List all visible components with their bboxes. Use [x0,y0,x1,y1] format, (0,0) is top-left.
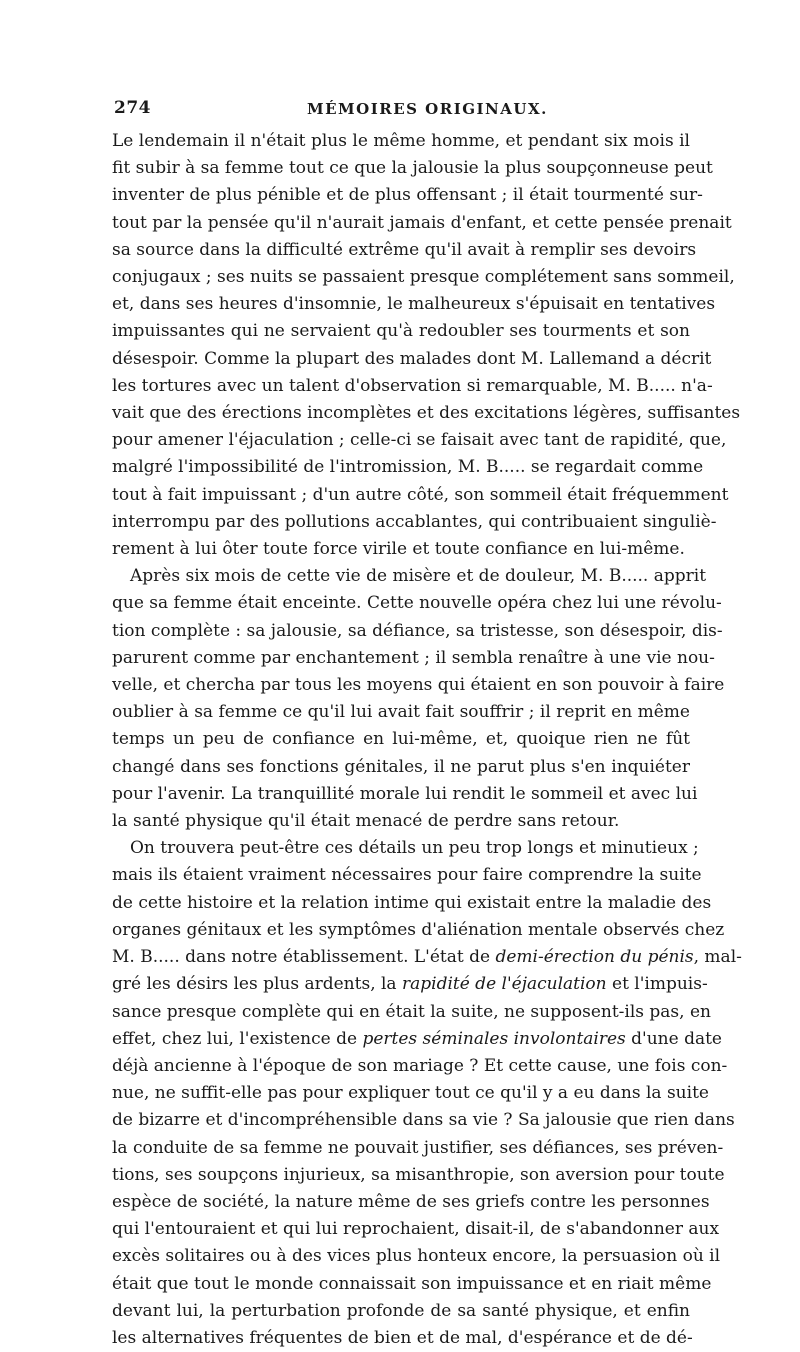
text-line: interrompu par des pollutions accablantes, qui contribuaient singuliè- [112,511,717,532]
text-line: parurent comme par enchantement ; il sembla renaître à une vie nou- [112,647,715,668]
text-line: conjugaux ; ses nuits se passaient presque complétement sans sommeil, [112,267,735,288]
text-line: sa source dans la difficulté extrême qu'il avait à remplir ses devoirs [112,239,697,260]
body-text [112,128,742,1352]
text-line: rement à lui ôter toute force virile et toute confiance en lui-même. [112,539,685,560]
text-line: oublier à sa femme ce qu'il lui avait fait souffrir ; il reprit en même [112,702,690,723]
page-header [112,98,690,124]
text-line: organes génitaux et les symptômes d'aliénation mentale observés chez [112,919,725,940]
text-line: tout à fait impuissant ; d'un autre côté, son sommeil était fréquemment [112,484,729,505]
text-line: les tortures avec un talent d'observation si remarquable, M. B..... n'a- [112,375,713,396]
text-line: pour amener l'éjaculation ; celle-ci se faisait avec tant de rapidité, que, [112,430,727,451]
text-line: Après six mois de cette vie de misère et de douleur, M. B..... apprit [130,566,707,587]
text-line: nue, ne suffit-elle pas pour expliquer tout ce qu'il y a eu dans la suite [112,1083,709,1104]
text-line: velle, et chercha par tous les moyens qui étaient en son pouvoir à faire [112,675,725,696]
text-line: que sa femme était enceinte. Cette nouvelle opéra chez lui une révolu- [112,593,722,614]
text-line: tout par la pensée qu'il n'aurait jamais d'enfant, et cette pensée prenait [112,212,732,233]
text-line: était que tout le monde connaissait son impuissance et en riait même [112,1273,712,1294]
text-line: sance presque complète qui en était la suite, ne supposent-ils pas, en [112,1001,711,1022]
text-line: la conduite de sa femme ne pouvait justifier, ses défiances, ses préven- [112,1137,724,1158]
text-line: mais ils étaient vraiment nécessaires pour faire comprendre la suite [112,865,702,886]
text-line: On trouvera peut-être ces détails un peu trop longs et minutieux ; [130,838,699,859]
text-line: effet, chez lui, l'existence de pertes séminales involontaires d'une date [112,1028,722,1049]
text-line: Le lendemain il n'était plus le même homme, et pendant six mois il [112,131,690,151]
text-line: inventer de plus pénible et de plus offensant ; il était tourmenté sur- [112,185,703,206]
text-line: tions, ses soupçons injurieux, sa misanthropie, son aversion pour toute [112,1164,725,1185]
text-line: excès solitaires ou à des vices plus honteux encore, la persuasion où il [112,1246,721,1267]
page [112,98,742,1352]
text-line: fit subir à sa femme tout ce que la jalousie la plus soupçonneuse peut [112,158,713,179]
text-line: temps un peu de confiance en lui-même, et, quoique rien ne fût [112,729,690,750]
text-line: et, dans ses heures d'insomnie, le malheureux s'épuisait en tentatives [112,294,716,315]
text-line: gré les désirs les plus ardents, la rapidité de l'éjaculation et l'impuis- [112,974,708,995]
text-line: changé dans ses fonctions génitales, il ne parut plus s'en inquiéter [112,756,690,777]
text-line: de cette histoire et la relation intime qui existait entre la maladie des [112,892,712,913]
running-head: MÉMOIRES ORIGINAUX. [307,100,548,118]
text-line: déjà ancienne à l'époque de son mariage ? Et cette cause, une fois con- [112,1055,728,1076]
text-line: vait que des érections incomplètes et des excitations légères, suffisantes [112,403,741,424]
text-line: de bizarre et d'incompréhensible dans sa vie ? Sa jalousie que rien dans [112,1110,735,1131]
page-number: 274 [114,98,151,118]
text-line: impuissantes qui ne servaient qu'à redoubler ses tourments et son [112,321,690,342]
text-line: les alternatives fréquentes de bien et de mal, d'espérance et de dé- [112,1327,693,1348]
text-line: malgré l'impossibilité de l'intromission, M. B..... se regardait comme [112,457,704,478]
text-line: qui l'entouraient et qui lui reprochaient, disait-il, de s'abandonner aux [112,1219,720,1240]
text-line: désespoir. Comme la plupart des malades dont M. Lallemand a décrit [112,348,712,369]
text-line: pour l'avenir. La tranquillité morale lui rendit le sommeil et avec lui [112,783,698,804]
text-line: espèce de société, la nature même de ses griefs contre les personnes [112,1191,710,1212]
text-line: M. B..... dans notre établissement. L'état de demi-érection du pénis, mal- [112,947,742,968]
text-line: devant lui, la perturbation profonde de sa santé physique, et enfin [112,1300,690,1321]
text-line: tion complète : sa jalousie, sa défiance, sa tristesse, son désespoir, dis- [112,620,723,641]
text-line: la santé physique qu'il était menacé de perdre sans retour. [112,811,620,832]
